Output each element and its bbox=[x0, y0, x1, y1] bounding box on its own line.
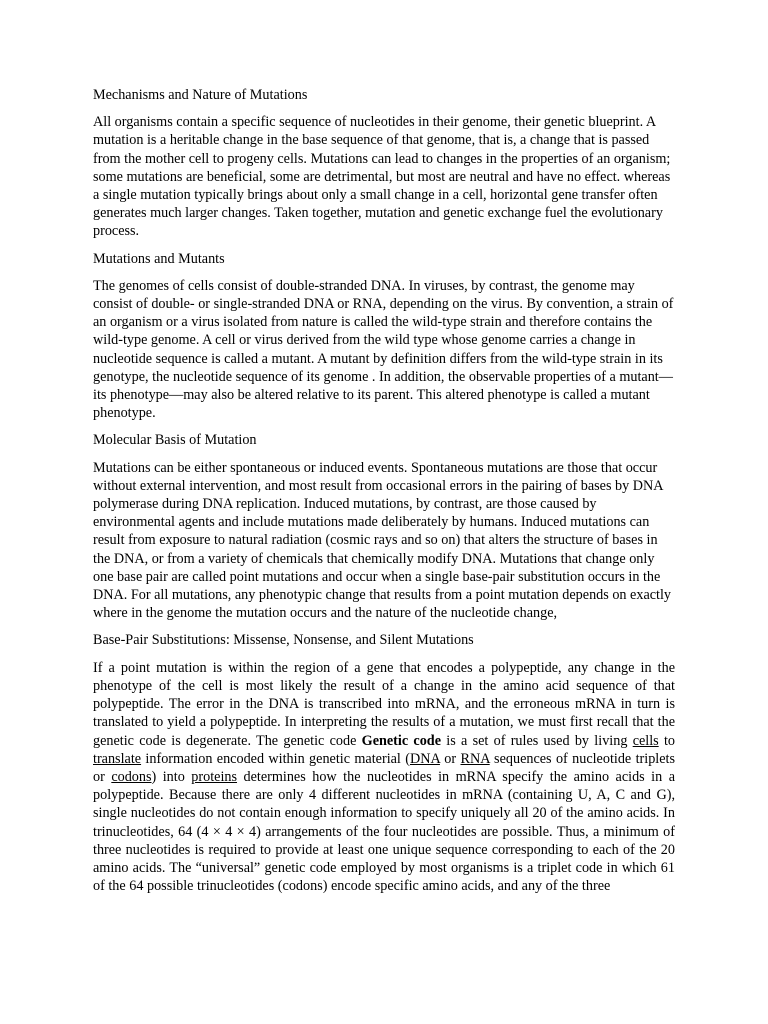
document-page bbox=[93, 86, 675, 904]
link-proteins[interactable]: proteins bbox=[191, 768, 238, 785]
text-span: sequences of nucleotide triplets or bbox=[93, 750, 676, 785]
paragraph-base-pair bbox=[93, 659, 675, 896]
link-rna[interactable]: RNA bbox=[460, 750, 490, 767]
link-codons[interactable]: codons bbox=[111, 768, 152, 785]
section-heading-mutants: Mutations and Mutants bbox=[93, 250, 225, 267]
text-span: information encoded within genetic material ( bbox=[141, 750, 410, 767]
text-span: is a set of rules used by living bbox=[441, 732, 633, 749]
bold-term-genetic-code: Genetic code bbox=[361, 732, 441, 749]
paragraph-molecular-basis: Mutations can be either spontaneous or induced events. Spontaneous mutations are those that occur without external intervention, and most result from occasional errors in the pairing of bases by DNA polymerase during DNA replication. Induced mutations, by contrast, are those caused by environmental agents and include mutations made deliberately by humans. Induced mutations can result from exposure to natural radiation (cosmic rays and so on) that alters the structure of bases in the DNA, or from a variety of chemicals that chemically modify DNA. Mutations that change only one base pair are called point mutations and occur when a single base-pair substitution occurs in the DNA. For all mutations, any phenotypic change that results from a point mutation depends on exactly where in the genome the mutation occurs and the nature of the nucleotide change, bbox=[93, 459, 672, 622]
paragraph-mutants: The genomes of cells consist of double-stranded DNA. In viruses, by contrast, the genome may consist of double- or single-stranded DNA or RNA, depending on the virus. By convention, a strain of an organism or a virus isolated from nature is called the wild-type strain and therefore contains the wild-type genome. A cell or virus derived from the wild type whose genome carries a change in nucleotide sequence is called a mutant. A mutant by definition differs from the wild-type strain in its genotype, the nucleotide sequence of its genome . In addition, the observable properties of a mutant—its phenotype—may also be altered relative to its parent. This altered phenotype is called a mutant phenotype. bbox=[93, 277, 674, 422]
link-dna[interactable]: DNA bbox=[409, 750, 440, 767]
paragraph-mechanisms: All organisms contain a specific sequence of nucleotides in their genome, their genetic blueprint. A mutation is a heritable change in the base sequence of that genome, that is, a change that is passed from the mother cell to progeny cells. Mutations can lead to changes in the properties of an organism; some mutations are beneficial, some are detrimental, but most are neutral and have no effect. whereas a single mutation typically brings about only a small change in a cell, horizontal gene transfer often generates much larger changes. Taken together, mutation and genetic exchange fuel the evolutionary process. bbox=[93, 114, 671, 240]
section-heading-base-pair: Base-Pair Substitutions: Missense, Nonsense, and Silent Mutations bbox=[93, 632, 474, 649]
text-span: ) into bbox=[151, 768, 192, 785]
section-heading-molecular-basis: Molecular Basis of Mutation bbox=[93, 432, 257, 449]
text-span: If a point mutation is within the region of a gene that encodes a polypeptide, any change in the phenotype of the cell is most likely the result of a change in the amino acid sequence of that polypeptide. The error in the DNA is transcribed into mRNA, and the erroneous mRNA in turn is translated to yield a polypeptide. In interpreting the results of a mutation, we must first recall that the genetic code is degenerate. The genetic code bbox=[93, 659, 675, 749]
link-cells[interactable]: cells bbox=[632, 732, 659, 749]
link-translate[interactable]: translate bbox=[93, 750, 142, 767]
section-heading-mechanisms: Mechanisms and Nature of Mutations bbox=[93, 87, 308, 103]
text-span: determines how the nucleotides in mRNA specify the amino acids in a polypeptide. Because there are only 4 different nucleotides in mRNA (containing U, A, C and G), single nucleotides do not contain enough information to specify uniquely all 20 of the amino acids. In trinucleotides, 64 (4 × 4 × 4) arrangements of the four nucleotides are possible. Thus, a minimum of three nucleotides is required to provide at least one unique sequence corresponding to each of the 20 amino acids. The “universal” genetic code employed by most organisms is a triplet code in which 61 of the 64 possible trinucleotides (codons) encode specific amino acids, and any of the three bbox=[93, 768, 675, 895]
text-span: or bbox=[439, 750, 461, 767]
text-span: to bbox=[658, 732, 675, 749]
